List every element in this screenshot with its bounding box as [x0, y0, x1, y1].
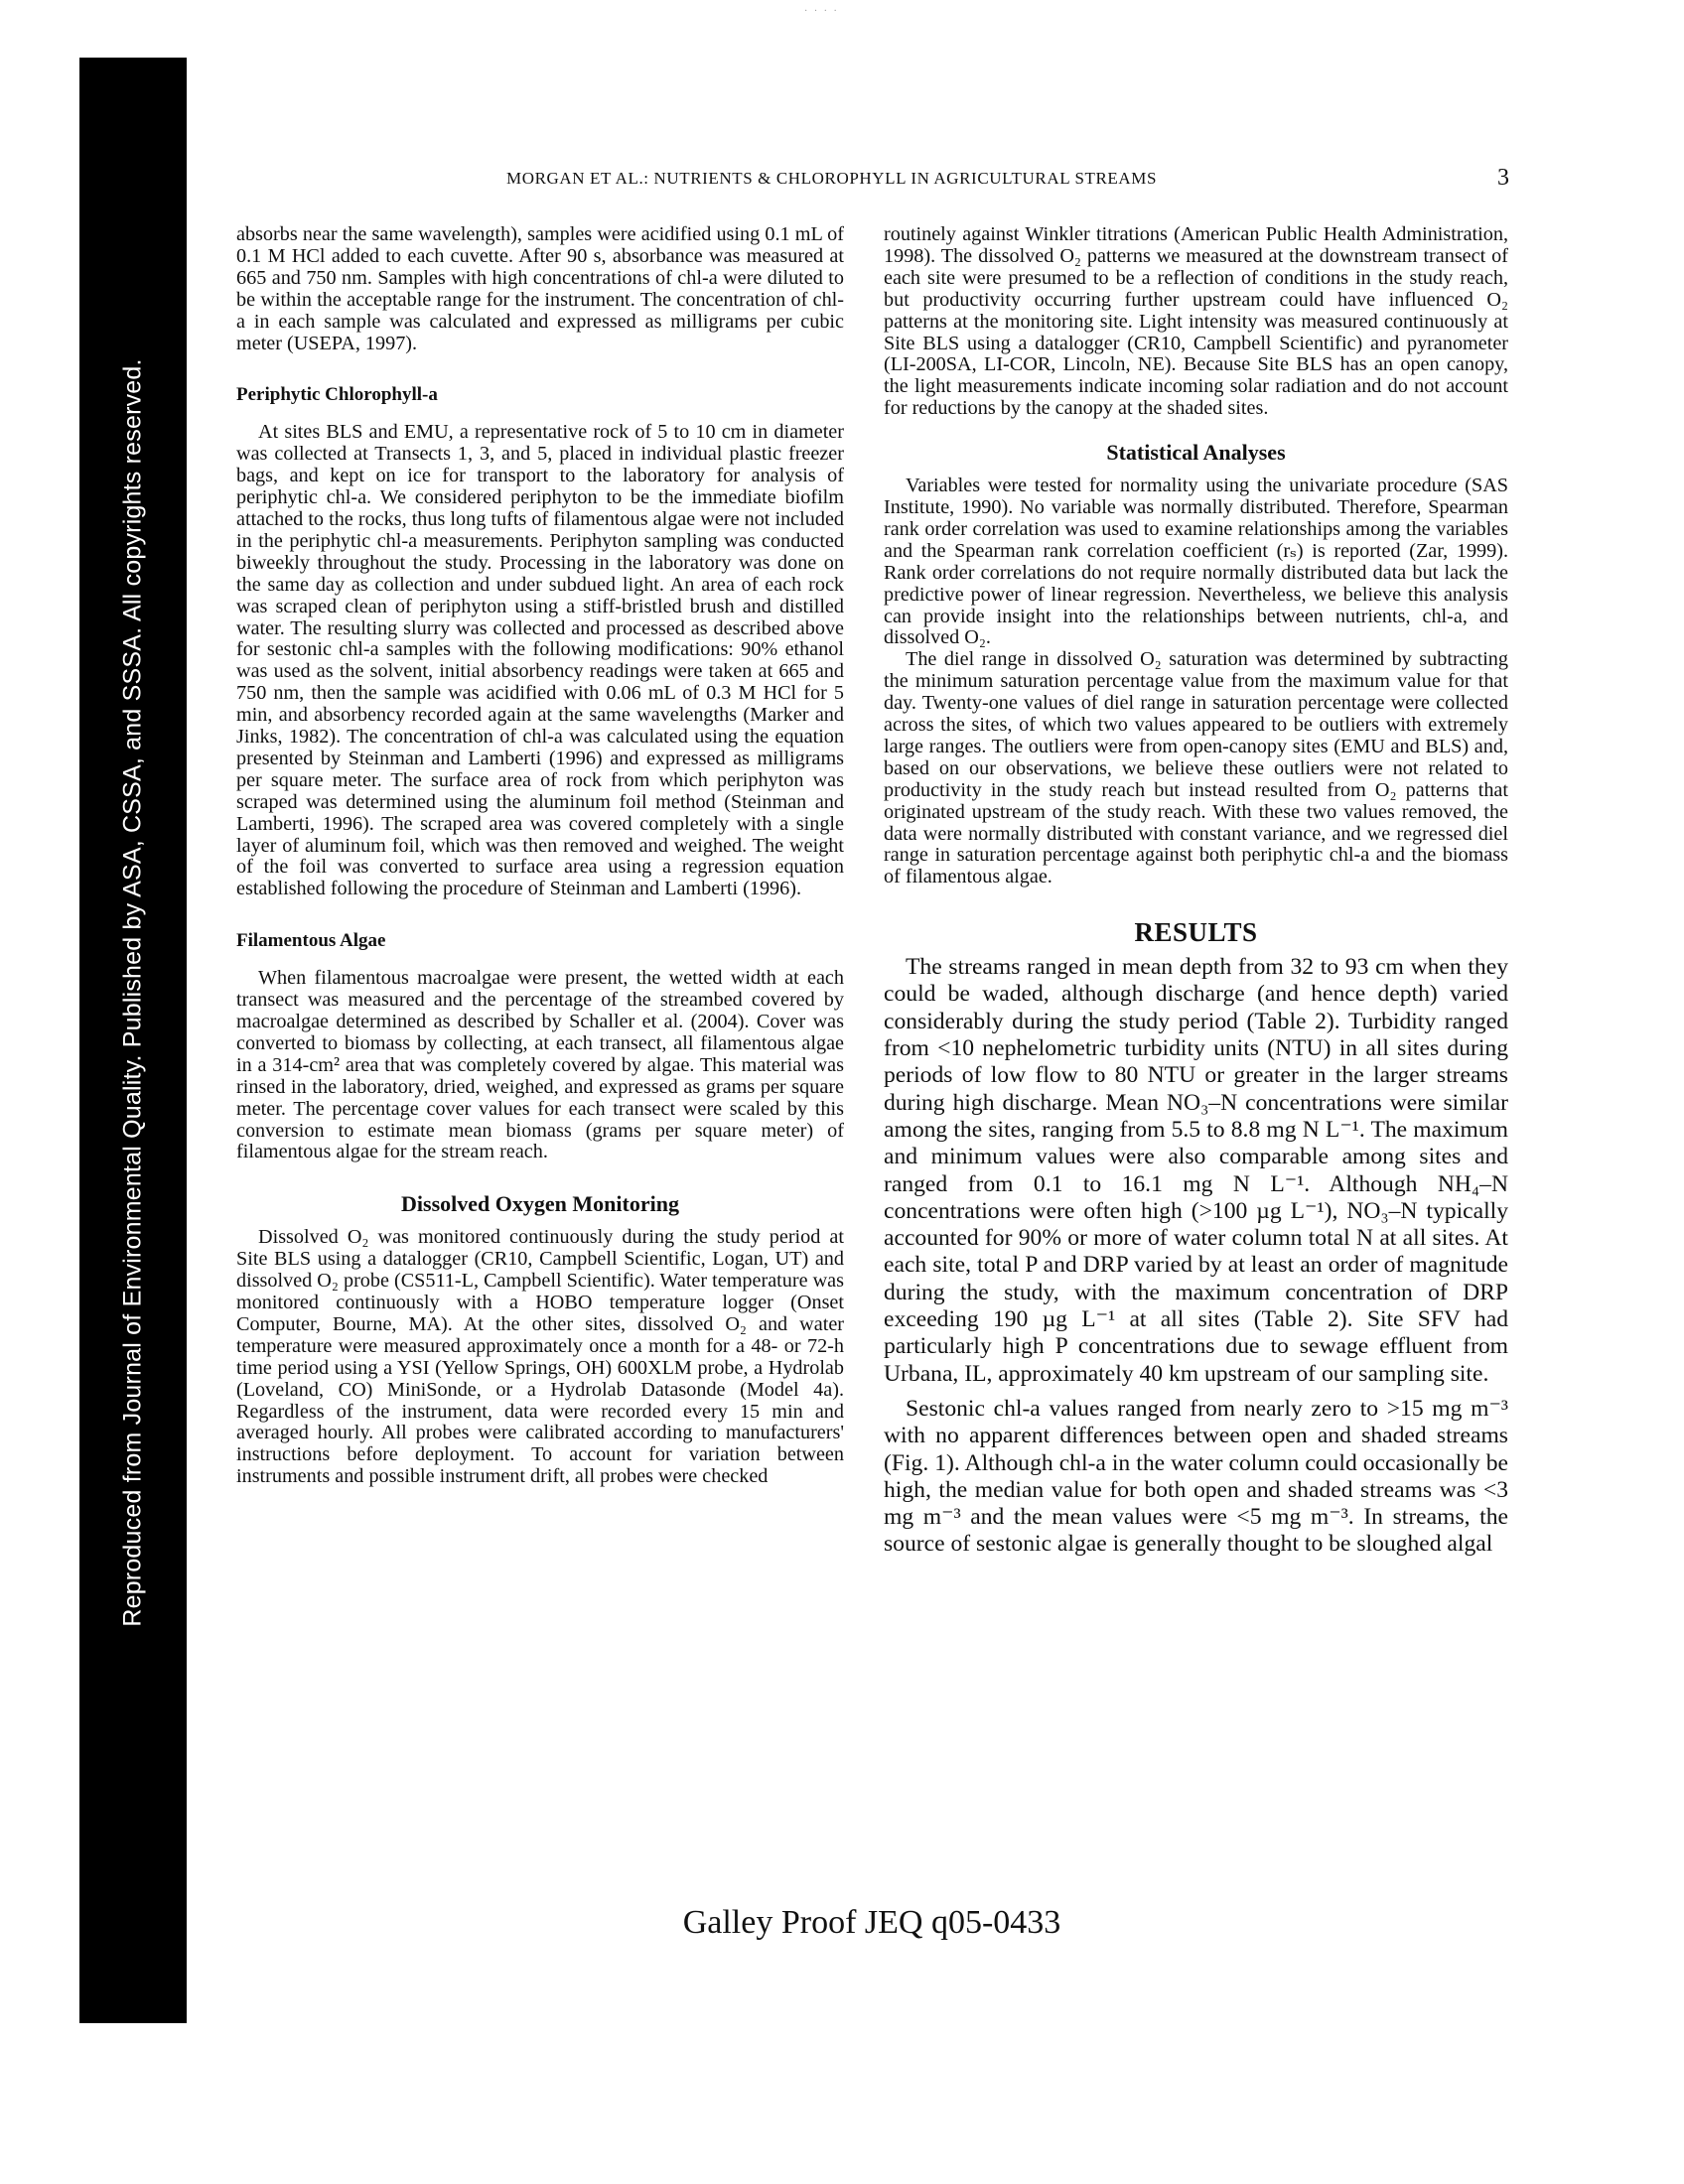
- paragraph: absorbs near the same wavelength), samples were acidified using 0.1 mL of 0.1 M HCl added to each cuvette. After 90 s, absorbance was measured at 665 and 750 nm. Samples with high concentrations of chl-a were diluted to be within the acceptable range for the instrument. The concentration of chl-a in each sample was calculated and expressed as milligrams per cubic meter (USEPA, 1997).: [236, 223, 844, 354]
- paragraph: Sestonic chl-a values ranged from nearly zero to >15 mg m⁻³ with no apparent differences between open and shaded streams (Fig. 1). Although chl-a in the water column could occasionally be high, the median value for both open and shaded streams was <3 mg m⁻³ and the mean values were <5 mg m⁻³. In streams, the source of sestonic algae is generally thought to be sloughed algal: [884, 1395, 1508, 1558]
- paragraph-gap: [884, 1388, 1508, 1396]
- page-number: 3: [1497, 165, 1509, 191]
- paragraph: When filamentous macroalgae were present, the wetted width at each transect was measured and the percentage of the streambed covered by macroalgae determined as described by Schaller et al. (2004). Cover was converted to biomass by collecting, at each transect, all filamentous algae in a 314-cm² area that was completely covered by algae. This material was rinsed in the laboratory, dried, weighed, and expressed as grams per square meter. The percentage cover values for each transect were scaled by this conversion to estimate mean biomass (grams per square meter) of filamentous algae for the stream reach.: [236, 967, 844, 1163]
- section-heading-periphytic: Periphytic Chlorophyll-a: [236, 384, 438, 406]
- running-title: MORGAN ET AL.: NUTRIENTS & CHLOROPHYLL IN AGRICULTURAL STREAMS: [506, 169, 1158, 188]
- right-column: [884, 224, 1508, 1559]
- section-heading-results: RESULTS: [1134, 917, 1258, 948]
- paragraph: The diel range in dissolved O₂ saturation was determined by subtracting the minimum saturation percentage value from the maximum value for that day. Twenty-one values of diel range in saturation percentage were collected across the sites, of which two values appeared to be outliers with extremely large ranges. The outliers were from open-canopy sites (EMU and BLS) and, based on our observations, we believe these outliers were not related to productivity in the study reach but instead resulted from O₂ patterns that originated upstream of the study reach. With these two values removed, the data were normally distributed with constant variance, and we regressed diel range in saturation percentage against both periphytic chl-a and the biomass of filamentous algae.: [884, 648, 1508, 888]
- galley-proof-footer: Galley Proof JEQ q05-0433: [682, 1904, 1061, 1941]
- paragraph: At sites BLS and EMU, a representative rock of 5 to 10 cm in diameter was collected at Transects 1, 3, and 5, placed in individual plastic freezer bags, and kept on ice for transport to the laboratory for analysis of periphytic chl-a. We considered periphyton to be the immediate biofilm attached to the rocks, thus long tufts of filamentous algae were not included in the periphytic chl-a measurements. Periphyton sampling was conducted biweekly throughout the study. Processing in the laboratory was done on the same day as collection and under subdued light. An area of each rock was scraped clean of periphyton using a stiff-bristled brush and distilled water. The resulting slurry was collected and processed as described above for sestonic chl-a samples with the following modifications: 90% ethanol was used as the solvent, initial absorbency readings were taken at 665 and 750 nm, then the sample was acidified with 0.06 mL of 0.3 M HCl for 5 min, and absorbency recorded again at the same wavelengths (Marker and Jinks, 1982). The concentration of chl-a was calculated using the equation presented by Steinman and Lamberti (1996) and expressed as milligrams per square meter. The surface area of rock from which periphyton was scraped was determined using the aluminum foil method (Steinman and Lamberti, 1996). The scraped area was covered completely with a single layer of aluminum foil, which was then removed and weighed. The weight of the foil was converted to surface area using a regression equation established following the procedure of Steinman and Lamberti (1996).: [236, 421, 844, 900]
- section-heading-statistical: Statistical Analyses: [1106, 440, 1286, 466]
- left-column: [236, 224, 844, 1488]
- section-heading-filamentous: Filamentous Algae: [236, 930, 386, 952]
- running-head: [348, 165, 1509, 199]
- scan-artifact: · · · ·: [804, 6, 839, 17]
- paragraph: routinely against Winkler titrations (American Public Health Administration, 1998). The dissolved O₂ patterns we measured at the downstream transect of each site were presumed to be a reflection of conditions in the study reach, but productivity occurring further upstream could have influenced O₂ patterns at the monitoring site. Light intensity was measured continuously at Site BLS using a datalogger (CR10, Campbell Scientific) and pyranometer (LI-200SA, LI-COR, Lincoln, NE). Because Site BLS has an open canopy, the light measurements indicate incoming solar radiation and do not account for reductions by the canopy at the shaded sites.: [884, 223, 1508, 420]
- paragraph: Variables were tested for normality using the univariate procedure (SAS Institute, 1990). No variable was normally distributed. Therefore, Spearman rank order correlation was used to examine relationships among the variables and the Spearman rank correlation coefficient (rₛ) is reported (Zar, 1999). Rank order correlations do not require normally distributed data but lack the predictive power of linear regression. Nevertheless, we believe this analysis can provide insight into the relationships between nutrients, chl-a, and dissolved O₂.: [884, 475, 1508, 649]
- copyright-notice: Reproduced from Journal of Environmental Quality. Published by ASA, CSSA, and SSSA. All copyrights reserved.: [118, 358, 147, 1627]
- paragraph: The streams ranged in mean depth from 32 to 93 cm when they could be waded, although discharge (and hence depth) varied considerably during the study period (Table 2). Turbidity ranged from <10 nephelometric turbidity units (NTU) in all sites during periods of low flow to 80 NTU or greater in the larger streams during high discharge. Mean NO₃–N concentrations were similar among the sites, ranging from 5.5 to 8.8 mg N L⁻¹. The maximum and minimum values were also comparable among sites and ranged from 0.1 to 16.1 mg N L⁻¹. Although NH₄–N concentrations were often high (>100 µg L⁻¹), NO₃–N typically accounted for 90% or more of water column total N at all sites. At each site, total P and DRP varied by at least an order of magnitude during the study, with the maximum concentration of DRP exceeding 190 µg L⁻¹ at all sites (Table 2). Site SFV had particularly high P concentrations due to sewage effluent from Urbana, IL, approximately 40 km upstream of our sampling site.: [884, 954, 1508, 1387]
- paragraph: Dissolved O₂ was monitored continuously during the study period at Site BLS using a datalogger (CR10, Campbell Scientific, Logan, UT) and dissolved O₂ probe (CS511-L, Campbell Scientific). Water temperature was monitored continuously with a HOBO temperature logger (Onset Computer, Bourne, MA). At the other sites, dissolved O₂ and water temperature were measured approximately once a month for a 48- or 72-h time period using a YSI (Yellow Springs, OH) 600XLM probe, a Hydrolab (Loveland, CO) MiniSonde, or a Hydrolab Datasonde (Model 4a). Regardless of the instrument, data were recorded every 15 min and averaged hourly. All probes were calibrated according to manufacturers' instructions before deployment. To account for variation between instruments and possible instrument drift, all probes were checked: [236, 1226, 845, 1488]
- section-heading-dissolved-oxygen: Dissolved Oxygen Monitoring: [401, 1191, 679, 1217]
- results-text: [884, 954, 1508, 1559]
